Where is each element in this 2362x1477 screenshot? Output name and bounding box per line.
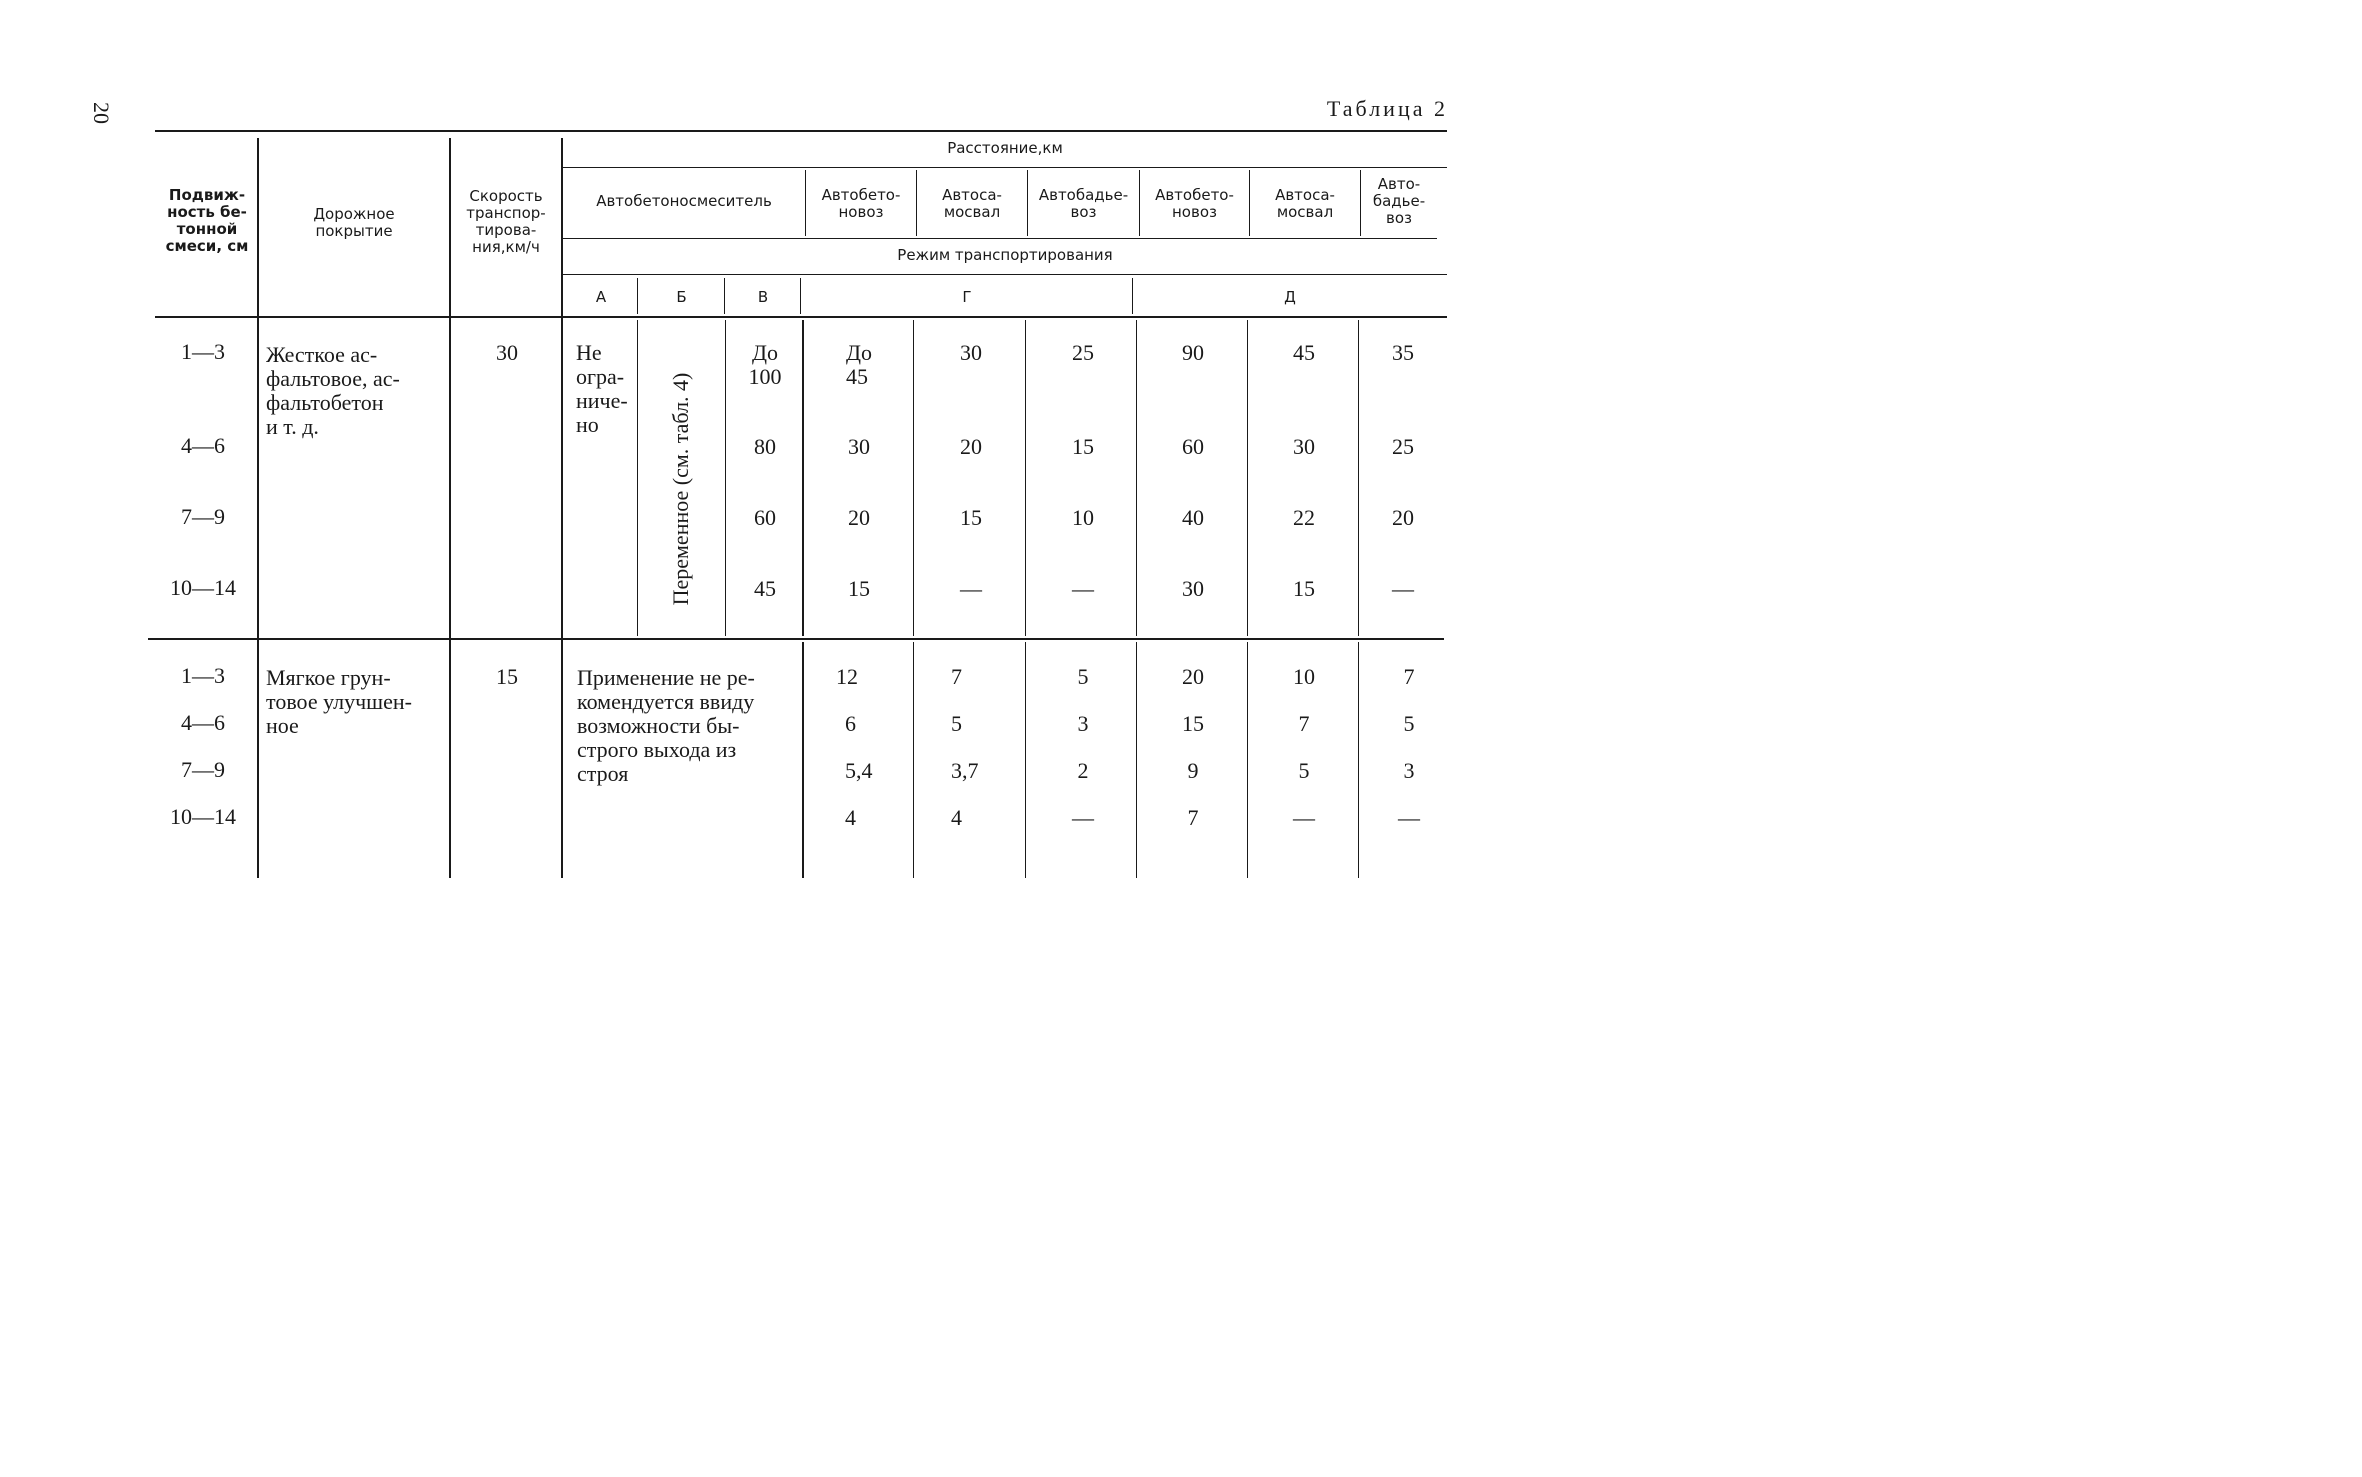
g2r1-mobility: 1—3 <box>181 663 225 688</box>
g1r2-g1: 30 <box>848 434 870 459</box>
g1r1-d3: 35 <box>1392 340 1414 365</box>
g1r3-d3: 20 <box>1392 505 1414 530</box>
vehicle-rule <box>563 238 1437 239</box>
g1r3-g3: 10 <box>1072 505 1094 530</box>
g1r1-mobility: 1—3 <box>181 339 225 364</box>
group2-surface: Мягкое грун- товое улучшен- ное <box>266 665 412 738</box>
body1-divider-d2 <box>1358 320 1359 636</box>
g1r4-g3: — <box>1072 576 1094 601</box>
g2r4-g1: 4 <box>845 805 856 830</box>
vehicle-divider-2 <box>916 170 917 236</box>
g1r4-g2: — <box>960 576 982 601</box>
g1r4-g1: 15 <box>848 576 870 601</box>
g1r3-mobility: 7—9 <box>181 504 225 529</box>
g2r2-mobility: 4—6 <box>181 710 225 735</box>
mode-v: В <box>757 288 769 306</box>
mode-b: Б <box>676 288 687 306</box>
g1r4-mobility: 10—14 <box>170 575 236 600</box>
g1r3-d2: 22 <box>1293 505 1315 530</box>
mode-divider-2 <box>724 278 725 314</box>
g1r2-d3: 25 <box>1392 434 1414 459</box>
g2r1-g1: 12 <box>836 664 858 689</box>
g2r4-d3: — <box>1398 805 1420 830</box>
g2r3-g2: 3,7 <box>951 758 979 783</box>
header-vehicle-g2: Автоса- мосвал <box>942 186 1002 221</box>
g2r2-d2: 7 <box>1298 711 1310 736</box>
g1r2-d1: 60 <box>1182 434 1204 459</box>
mode-g: Г <box>962 288 972 306</box>
table-title: Таблица 2 <box>1326 96 1448 121</box>
g1r3-g1: 20 <box>848 505 870 530</box>
g1r2-g3: 15 <box>1072 434 1094 459</box>
g2r1-g3: 5 <box>1077 664 1089 689</box>
header-vehicle-g1: Автобето- новоз <box>821 186 901 221</box>
g1r3-v: 60 <box>754 505 776 530</box>
g1r1-v: До 100 <box>748 340 782 389</box>
body1-divider-g1 <box>913 320 914 636</box>
g2r2-d1: 15 <box>1182 711 1204 736</box>
g1r1-g2: 30 <box>960 340 982 365</box>
table-top-rule <box>155 130 1447 132</box>
header-mode-label: Режим транспортирования <box>897 246 1113 264</box>
header-vehicle-g3: Автобадье- воз <box>1038 186 1129 221</box>
vehicle-divider-5 <box>1249 170 1250 236</box>
mode-a: А <box>595 288 607 306</box>
vehicle-divider-6 <box>1360 170 1361 236</box>
header-surface: Дорожное покрытие <box>313 205 395 240</box>
vehicle-divider-3 <box>1027 170 1028 236</box>
header-vehicle-mixer: Автобетоносмеситель <box>596 192 772 210</box>
body2-divider-g2 <box>1025 642 1026 878</box>
g1r4-v: 45 <box>754 576 776 601</box>
g2r1-g2: 7 <box>951 664 962 689</box>
mode-rule <box>563 274 1447 275</box>
vehicle-divider-1 <box>805 170 806 236</box>
g1r4-d3: — <box>1392 576 1414 601</box>
g2r1-d1: 20 <box>1182 664 1204 689</box>
distance-rule <box>563 167 1447 168</box>
g1r2-d2: 30 <box>1293 434 1315 459</box>
g1r3-d1: 40 <box>1182 505 1204 530</box>
body2-divider-v <box>802 642 804 878</box>
header-bottom-rule <box>155 316 1447 318</box>
body1-divider-v <box>802 320 804 636</box>
body1-divider-a <box>637 320 638 636</box>
body1-divider-b <box>725 320 726 636</box>
g2r3-d2: 5 <box>1298 758 1310 783</box>
g1r1-g1: До 45 <box>846 340 873 389</box>
g1r3-g2: 15 <box>960 505 982 530</box>
g2r3-mobility: 7—9 <box>181 757 225 782</box>
page-number: 20 <box>89 102 114 124</box>
g2r2-g3: 3 <box>1077 711 1089 736</box>
group2-note: Применение не ре- комендуется ввиду возможности бы- строго выхода из строя <box>577 665 755 786</box>
g2r1-d3: 7 <box>1403 664 1415 689</box>
header-vehicle-d3: Авто- бадье- воз <box>1372 175 1426 227</box>
group1-surface: Жесткое ас- фальтовое, ас- фальтобетон и т. д. <box>266 342 400 439</box>
header-distance: Расстояние,км <box>947 139 1063 157</box>
g1r4-d1: 30 <box>1182 576 1204 601</box>
col-divider-2 <box>449 138 451 878</box>
g2r2-d3: 5 <box>1403 711 1415 736</box>
header-vehicle-d2: Автоса- мосвал <box>1275 186 1335 221</box>
mode-divider-4 <box>1132 278 1133 314</box>
g1r2-mobility: 4—6 <box>181 433 225 458</box>
g2r4-d2: — <box>1293 805 1315 830</box>
g2r4-mobility: 10—14 <box>170 804 236 829</box>
group1-speed: 30 <box>496 340 518 365</box>
mode-divider-1 <box>637 278 638 314</box>
mode-d: Д <box>1284 288 1296 306</box>
g2r1-d2: 10 <box>1293 664 1315 689</box>
g1r4-d2: 15 <box>1293 576 1315 601</box>
body2-divider-d2 <box>1358 642 1359 878</box>
vehicle-divider-4 <box>1139 170 1140 236</box>
group2-speed: 15 <box>496 664 518 689</box>
col-divider-3 <box>561 138 563 878</box>
g1r1-g3: 25 <box>1072 340 1094 365</box>
group-separator-rule <box>148 638 1444 640</box>
header-speed: Скорость транспор- тирова- ния,км/ч <box>466 187 546 256</box>
header-mobility: Подвиж- ность бе- тонной смеси, см <box>165 186 249 255</box>
g2r4-g3: — <box>1072 805 1094 830</box>
body1-divider-d1 <box>1247 320 1248 636</box>
body2-divider-d1 <box>1247 642 1248 878</box>
g2r2-g2: 5 <box>951 711 962 736</box>
g1r1-d1: 90 <box>1182 340 1204 365</box>
g2r3-g3: 2 <box>1077 758 1089 783</box>
g1r2-v: 80 <box>754 434 776 459</box>
g2r4-g2: 4 <box>951 805 962 830</box>
g1r2-g2: 20 <box>960 434 982 459</box>
g2r3-g1: 5,4 <box>845 758 873 783</box>
mode-divider-3 <box>800 278 801 314</box>
group1-mode-b-vertical: Переменное (см. табл. 4) <box>668 372 693 606</box>
g2r4-d1: 7 <box>1187 805 1199 830</box>
g1r1-d2: 45 <box>1293 340 1315 365</box>
col-divider-1 <box>257 138 259 878</box>
group1-mode-a: Не огра- ниче- но <box>576 340 628 437</box>
g2r2-g1: 6 <box>845 711 856 736</box>
body2-divider-g1 <box>913 642 914 878</box>
g2r3-d1: 9 <box>1187 758 1199 783</box>
g2r3-d3: 3 <box>1403 758 1415 783</box>
header-vehicle-d1: Автобето- новоз <box>1155 186 1234 221</box>
